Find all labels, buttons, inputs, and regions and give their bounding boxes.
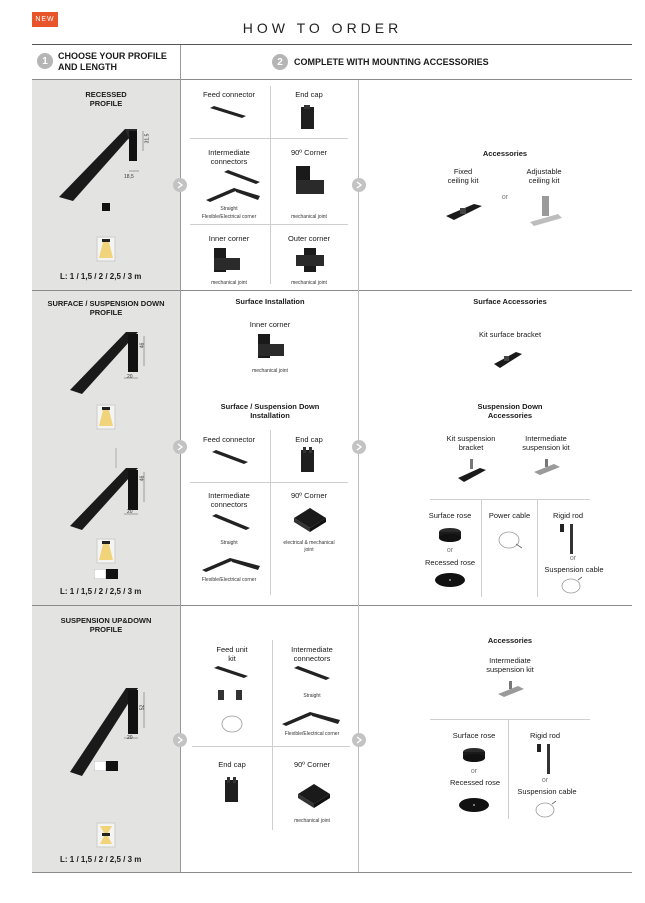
divider — [32, 872, 632, 873]
inner-corner-image — [254, 332, 288, 360]
surface-rose-label: Surface rose — [452, 731, 496, 740]
flexible-connector-image — [280, 702, 344, 728]
straight-label: Straight — [220, 540, 238, 546]
adjustable-ceiling-kit-image — [528, 194, 564, 230]
surface-rose-label: Surface rose — [428, 511, 472, 520]
flexible-corner-label: Flexible/Electrical corner — [201, 214, 257, 220]
step-1-title: CHOOSE YOUR PROFILE AND LENGTH — [58, 51, 167, 72]
next-arrow-icon — [352, 733, 366, 747]
inner-corner-label: Inner corner — [208, 234, 250, 243]
corner-90-image — [292, 164, 328, 198]
straight-label: Straight — [303, 693, 321, 699]
intermediate-connectors-label: Intermediate connectors — [208, 148, 250, 166]
end-cap-label: End cap — [218, 760, 246, 769]
end-cap-label: End cap — [295, 90, 323, 99]
feed-unit-image — [212, 664, 250, 684]
fixed-ceiling-kit-image — [444, 198, 484, 224]
intermediate-connectors-label: Intermediate connectors — [291, 645, 333, 663]
step-2-badge: 2 — [272, 54, 288, 70]
up-down-light-icon — [96, 822, 116, 848]
inner-corner-label: Inner corner — [249, 320, 291, 329]
dimension-label: 52 — [139, 704, 146, 711]
updown-lengths: L: 1 / 1,5 / 2 / 2,5 / 3 m — [60, 855, 142, 864]
rigid-rod-label: Rigid rod — [529, 731, 560, 740]
surface-profile-title: SURFACE / SUSPENSION DOWN PROFILE — [47, 299, 165, 317]
outer-corner-label: Outer corner — [287, 234, 331, 243]
step-1-badge: 1 — [37, 53, 53, 69]
suspension-cable-label: Suspension cable — [544, 565, 604, 574]
or-label: or — [470, 768, 478, 775]
section-icon — [102, 203, 110, 211]
recessed-rose-label: Recessed rose — [424, 558, 476, 567]
flexible-corner-label: Flexible/Electrical corner — [201, 577, 257, 583]
surface-rose-image — [461, 746, 487, 764]
dimension-label: 20 — [127, 735, 133, 741]
fixed-ceiling-kit-label: Fixed ceiling kit — [447, 167, 479, 185]
grid-line — [270, 86, 271, 284]
rigid-rod-label: Rigid rod — [552, 511, 583, 520]
dimension-label: 46 — [139, 342, 146, 349]
dimension-label: 31,5 — [144, 133, 151, 144]
suspension-accessories-title: Suspension Down Accessories — [477, 402, 543, 420]
next-arrow-icon — [352, 440, 366, 454]
kit-surface-bracket-label: Kit surface bracket — [478, 330, 542, 339]
feed-connector-label: Feed connector — [202, 435, 256, 444]
next-arrow-icon — [173, 178, 187, 192]
kit-surface-bracket-image — [492, 348, 524, 372]
next-arrow-icon — [173, 440, 187, 454]
dimension-label: 18,5 — [124, 174, 134, 180]
recessed-rose-image — [433, 570, 467, 590]
page-title: HOW TO ORDER — [242, 20, 403, 36]
mechanical-joint-label: mechanical joint — [211, 280, 247, 286]
rigid-rod-image — [558, 522, 578, 556]
recessed-lengths: L: 1 / 1,5 / 2 / 2,5 / 3 m — [60, 272, 142, 281]
end-cap-image — [298, 446, 318, 476]
color-finish-icon — [94, 761, 118, 771]
power-cable-label: Power cable — [488, 511, 531, 520]
accessories-title: Accessories — [482, 149, 528, 158]
suspension-profile-image — [68, 448, 158, 532]
suspension-cable-image — [534, 800, 558, 820]
kit-suspension-bracket-label: Kit suspension bracket — [446, 434, 496, 452]
or-label: or — [501, 194, 509, 201]
feed-connector-image — [208, 104, 248, 120]
end-cap-label: End cap — [295, 435, 323, 444]
dimension-label: 20 — [127, 374, 133, 380]
outer-corner-image — [294, 246, 326, 274]
intermediate-connector-image — [210, 512, 252, 534]
dimension-label: 20 — [127, 509, 133, 515]
recessed-profile-title: RECESSED PROFILE — [85, 90, 127, 108]
end-cap-image — [222, 776, 242, 806]
surface-rose-image — [437, 526, 463, 544]
corner-90-image — [292, 504, 328, 534]
surface-accessories-title: Surface Accessories — [473, 297, 547, 306]
surface-profile-image — [68, 328, 158, 398]
corner-90-label: 90º Corner — [290, 148, 328, 157]
mechanical-joint-label: mechanical joint — [291, 214, 327, 220]
next-arrow-icon — [173, 733, 187, 747]
grid-line — [508, 719, 509, 819]
column-divider — [180, 45, 181, 872]
divider — [32, 44, 632, 45]
dimension-label: 46 — [139, 475, 146, 482]
or-label: or — [541, 777, 549, 784]
inner-corner-image — [210, 246, 244, 274]
intermediate-connector-image — [204, 168, 264, 204]
corner-90-label: 90º Corner — [290, 491, 328, 500]
kit-suspension-bracket-image — [456, 458, 488, 486]
feed-connector-label: Feed connector — [202, 90, 256, 99]
recessed-rose-image — [457, 795, 491, 815]
grid-line — [270, 430, 271, 595]
electrical-mechanical-joint-label: electrical & mechanical joint — [283, 540, 335, 553]
column-divider — [358, 80, 359, 872]
flexible-corner-label: Flexible/Electrical corner — [284, 731, 340, 737]
grid-line — [190, 482, 348, 483]
surface-lengths: L: 1 / 1,5 / 2 / 2,5 / 3 m — [60, 587, 142, 596]
light-beam-icon — [96, 404, 116, 430]
feed-unit-bracket-image — [214, 688, 250, 702]
or-label: or — [569, 555, 577, 562]
mechanical-joint-label: mechanical joint — [252, 368, 288, 374]
corner-90-label: 90º Corner — [293, 760, 331, 769]
straight-label: Straight — [220, 206, 238, 212]
adjustable-ceiling-kit-label: Adjustable ceiling kit — [526, 167, 562, 185]
corner-90-image — [296, 780, 332, 810]
mechanical-joint-label: mechanical joint — [291, 280, 327, 286]
feed-unit-cable-image — [218, 712, 248, 736]
color-finish-icon — [94, 569, 118, 579]
grid-line — [430, 719, 590, 720]
intermediate-suspension-kit-label: Intermediate suspension kit — [486, 656, 534, 674]
grid-line — [430, 499, 590, 500]
intermediate-suspension-kit-label: Intermediate suspension kit — [522, 434, 570, 452]
step-2-title: COMPLETE WITH MOUNTING ACCESSORIES — [294, 57, 489, 67]
suspension-installation-title: Surface / Suspension Down Installation — [220, 402, 320, 420]
mechanical-joint-label: mechanical joint — [294, 818, 330, 824]
suspension-cable-label: Suspension cable — [517, 787, 577, 796]
surface-installation-title: Surface Installation — [235, 297, 305, 306]
suspension-cable-image — [560, 576, 584, 596]
or-label: or — [446, 547, 454, 554]
power-cable-image — [496, 528, 524, 552]
feed-unit-kit-label: Feed unit kit — [216, 645, 248, 663]
end-cap-image — [298, 104, 318, 132]
grid-line — [190, 138, 348, 139]
grid-line — [190, 224, 348, 225]
new-badge: NEW — [32, 12, 58, 27]
updown-profile-title: SUSPENSION UP&DOWN PROFILE — [60, 616, 152, 634]
grid-line — [192, 746, 350, 747]
light-beam-icon — [96, 236, 116, 262]
intermediate-connectors-label: Intermediate connectors — [208, 491, 250, 509]
intermediate-suspension-kit-image — [496, 680, 526, 700]
intermediate-suspension-kit-image — [532, 458, 562, 478]
recessed-rose-label: Recessed rose — [449, 778, 501, 787]
feed-connector-image — [210, 448, 250, 468]
flexible-connector-image — [200, 548, 264, 574]
accessories-title: Accessories — [487, 636, 533, 645]
rigid-rod-image — [535, 742, 555, 776]
light-beam-icon — [96, 538, 116, 564]
recessed-profile-image — [55, 115, 165, 205]
next-arrow-icon — [352, 178, 366, 192]
intermediate-connector-image — [292, 664, 332, 684]
